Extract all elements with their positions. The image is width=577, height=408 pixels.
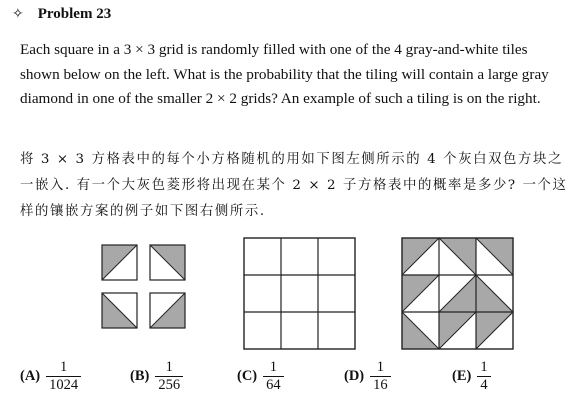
tile-options-figure: [100, 243, 190, 333]
fraction-denominator: 64: [263, 376, 284, 394]
fraction-denominator: 4: [477, 376, 490, 394]
star-icon: ✧: [12, 6, 24, 22]
fraction-numerator: 1: [376, 358, 385, 375]
choice-label: (C): [237, 367, 258, 384]
fraction-denominator: 16: [370, 376, 391, 394]
tile-option-3: [102, 293, 137, 328]
problem-text-chinese: 将 3 × 3 方格表中的每个小方格随机的用如下图左侧所示的 4 个灰白双色方块之一嵌入. 有一个大灰色菱形将出现在某个 2 × 2 子方格表中的概率是多少? 一个这样的镶嵌方案的例子如下图右侧所示.: [20, 152, 568, 219]
choice-fraction: [370, 359, 391, 394]
choice-fraction: [155, 359, 183, 394]
choice-label: (B): [130, 367, 150, 384]
answer-choices: [0, 352, 577, 400]
choice-a[interactable]: [20, 352, 81, 400]
tile-option-2: [150, 245, 185, 280]
fraction-numerator: 1: [480, 358, 488, 375]
choice-c[interactable]: [237, 352, 284, 400]
tile-option-4: [150, 293, 185, 328]
tile-option-1: [102, 245, 137, 280]
problem-header: [12, 4, 111, 24]
problem-text-english: Each square in a 3 × 3 grid is randomly filled with one of the 4 gray-and-white tiles shown below on the left. What is the probability that the tiling will contain a large gray diamond in one of the smaller 2 × 2 grids? An example of such a tiling is on the right.: [20, 41, 549, 107]
choice-label: (A): [20, 367, 41, 384]
problem-title: Problem 23: [37, 6, 112, 22]
example-tiling-figure: [400, 236, 518, 351]
fraction-numerator: 1: [60, 358, 68, 375]
fraction-denominator: 1024: [46, 376, 81, 394]
choice-d[interactable]: [344, 352, 391, 400]
fraction-numerator: 1: [269, 358, 278, 375]
empty-grid-figure: [242, 236, 357, 351]
choice-b[interactable]: [130, 352, 183, 400]
choice-fraction: [477, 359, 490, 394]
fraction-numerator: 1: [165, 358, 173, 375]
choice-e[interactable]: [452, 352, 491, 400]
fraction-denominator: 256: [155, 376, 183, 394]
choice-fraction: [46, 359, 81, 394]
choice-fraction: [263, 359, 284, 394]
choice-label: (D): [344, 367, 365, 384]
choice-label: (E): [452, 367, 472, 384]
